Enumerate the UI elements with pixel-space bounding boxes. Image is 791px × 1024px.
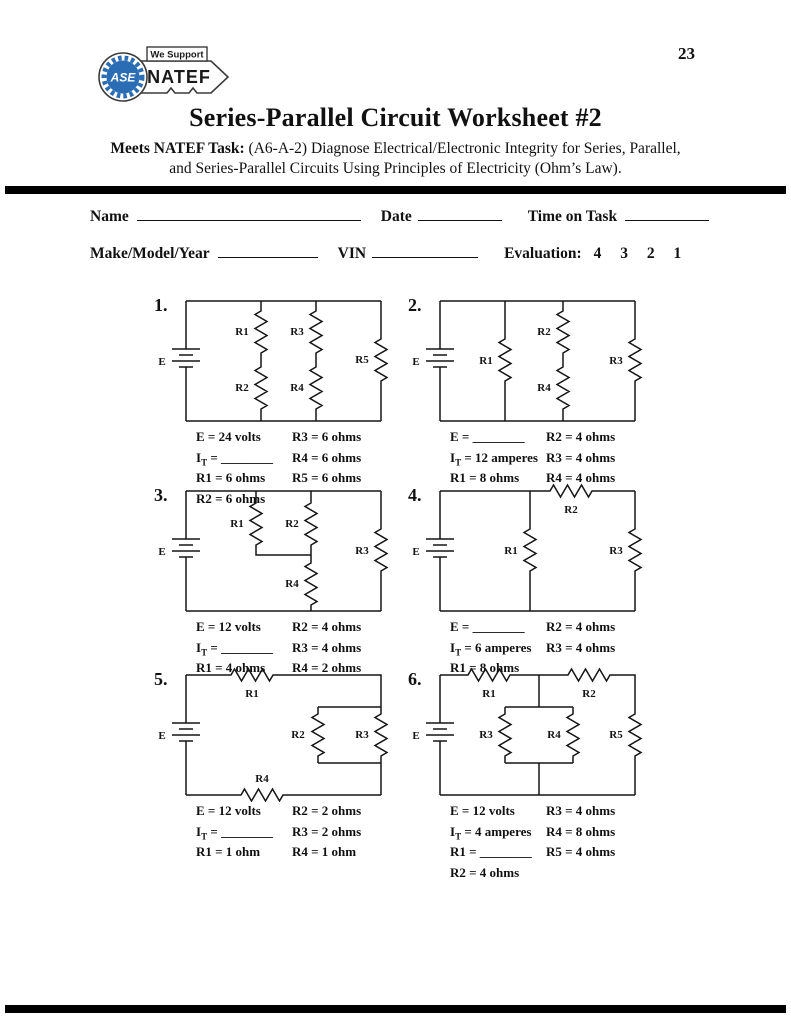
task-line-2: and Series-Parallel Circuits Using Principles of Electricity (Ohm’s Law). [169, 160, 622, 177]
given-values [196, 803, 404, 865]
resistor-label-r2: R2 [564, 504, 578, 516]
quantity-symbol: R1 [196, 844, 212, 860]
quantity-symbol: R1 [196, 470, 212, 486]
values-right-column [292, 803, 361, 865]
quantity-value: = 12 amperes [461, 449, 538, 465]
quantity-value: = 4 ohms [561, 619, 616, 634]
value-line [196, 803, 292, 824]
value-line [450, 824, 546, 845]
name-label: Name [90, 208, 129, 225]
resistor-label-r3: R3 [355, 545, 369, 557]
value-line [292, 450, 361, 471]
circuit-diagram-3 [146, 483, 396, 618]
date-label: Date [380, 208, 412, 225]
quantity-symbol: R3 [546, 803, 562, 818]
quantity-value: = 24 volts [204, 429, 261, 444]
value-line [546, 803, 615, 824]
quantity-value: = 6 ohms [307, 429, 362, 444]
quantity-value: = 6 ohms [307, 470, 362, 486]
quantity-value: = 6 ohms [307, 449, 362, 465]
evaluation-scores: 4 3 2 1 [593, 245, 682, 262]
value-line [450, 803, 546, 824]
resistor-label-r1: R1 [504, 545, 518, 557]
quantity-symbol: R3 [292, 823, 308, 839]
quantity-value: = 4 ohms [211, 660, 266, 676]
quantity-value: = 4 ohms [561, 803, 616, 818]
quantity-value: = 6 amperes [461, 639, 532, 655]
value-line [450, 640, 546, 661]
value-line [292, 619, 361, 640]
quantity-value: = 4 ohms [561, 844, 616, 860]
quantity-value: = ________ [458, 429, 525, 444]
quantity-symbol: R2 [546, 619, 562, 634]
quantity-value: = 6 ohms [211, 470, 266, 486]
quantity-value: = ________ [207, 823, 273, 839]
quantity-symbol: E [450, 429, 459, 444]
resistor-label-r2: R2 [291, 729, 305, 741]
quantity-symbol: E [450, 619, 459, 634]
quantity-symbol: R1 [450, 844, 466, 860]
quantity-value: = 12 volts [204, 803, 261, 818]
battery-label: E [412, 730, 420, 742]
problem-number: 2. [408, 295, 422, 315]
quantity-symbol: R2 [292, 803, 308, 818]
form-row-2 [90, 243, 681, 263]
values-left-column [196, 803, 292, 865]
resistor-label-r3: R3 [290, 326, 304, 338]
task-line-1 [0, 139, 791, 159]
problem-3 [146, 483, 404, 681]
quantity-value: = 12 volts [458, 803, 515, 818]
quantity-subscript: T [455, 831, 462, 842]
value-line [292, 803, 361, 824]
make-model-year-field [218, 243, 318, 258]
problem-number: 1. [154, 295, 168, 315]
battery-label: E [412, 356, 420, 368]
quantity-subscript: T [455, 457, 462, 468]
battery-label: E [158, 730, 166, 742]
quantity-value: = 6 ohms [211, 490, 266, 506]
problem-number: 4. [408, 485, 422, 505]
quantity-symbol: R4 [292, 449, 308, 465]
circuit-diagram-1 [146, 293, 396, 428]
quantity-subscript: T [201, 831, 208, 842]
value-line [450, 450, 546, 471]
quantity-symbol: R2 [450, 864, 466, 880]
resistor-label-r2: R2 [235, 382, 249, 394]
value-line [292, 824, 361, 845]
quantity-value: = 4 ohms [465, 864, 520, 880]
make-model-year-label: Make/Model/Year [90, 245, 210, 262]
problem-number: 6. [408, 669, 422, 689]
battery-label: E [158, 546, 166, 558]
problem-5 [146, 667, 404, 865]
quantity-value: = 2 ohms [307, 823, 362, 839]
form-row-1 [90, 206, 709, 226]
problem-2 [400, 293, 658, 491]
value-line [450, 865, 546, 886]
resistor-label-r4: R4 [285, 578, 299, 590]
quantity-symbol: R2 [196, 490, 212, 506]
value-line [546, 429, 615, 450]
vin-label: VIN [337, 245, 367, 262]
quantity-value: = ________ [207, 449, 273, 465]
quantity-symbol: R1 [450, 660, 466, 676]
quantity-value: = 8 ohms [465, 660, 520, 676]
quantity-value: = 2 ohms [307, 660, 362, 676]
value-line [196, 824, 292, 845]
value-line [546, 450, 615, 471]
resistor-label-r2: R2 [537, 326, 551, 338]
quantity-symbol: I [196, 449, 202, 465]
circuit-diagram-5 [146, 667, 396, 802]
quantity-value: = 8 ohms [465, 470, 520, 486]
quantity-subscript: T [455, 647, 462, 658]
value-line [450, 619, 546, 640]
resistor-label-r4: R4 [290, 382, 304, 394]
quantity-subscript: T [201, 457, 208, 468]
quantity-symbol: E [196, 429, 205, 444]
quantity-symbol: R1 [196, 660, 212, 676]
value-line [450, 844, 546, 865]
quantity-value: = ________ [458, 619, 525, 634]
resistor-label-r4: R4 [255, 773, 269, 785]
resistor-label-r3: R3 [479, 729, 493, 741]
quantity-symbol: R4 [292, 844, 308, 860]
problem-4 [400, 483, 658, 681]
header-divider [5, 186, 786, 194]
battery-label: E [158, 356, 166, 368]
value-line [546, 824, 615, 845]
value-line [546, 640, 615, 661]
time-on-task-field [625, 206, 709, 221]
quantity-symbol: E [196, 803, 205, 818]
quantity-value: = 4 ohms [307, 639, 362, 655]
evaluation-label: Evaluation: [504, 245, 582, 262]
value-line [196, 619, 292, 640]
task-label: Meets NATEF Task: [110, 140, 245, 157]
resistor-label-r4: R4 [547, 729, 561, 741]
value-line [196, 640, 292, 661]
quantity-symbol: I [450, 449, 456, 465]
quantity-symbol: I [196, 639, 202, 655]
quantity-value: = 4 ohms [561, 429, 616, 444]
problem-1 [146, 293, 404, 511]
quantity-symbol: R1 [450, 470, 466, 486]
time-on-task-label: Time on Task [527, 208, 618, 225]
quantity-value: = 1 ohm [307, 844, 357, 860]
circuit-diagram-2 [400, 293, 650, 428]
quantity-symbol: I [196, 823, 202, 839]
quantity-value: = ________ [207, 639, 273, 655]
quantity-value: = 4 ohms [561, 639, 616, 655]
quantity-symbol: E [450, 803, 459, 818]
resistor-label-r5: R5 [355, 354, 369, 366]
value-line [292, 640, 361, 661]
quantity-symbol: R3 [546, 639, 562, 655]
quantity-symbol: R3 [292, 639, 308, 655]
quantity-symbol: I [450, 639, 456, 655]
quantity-symbol: I [450, 823, 456, 839]
value-line [196, 844, 292, 865]
problem-6 [400, 667, 658, 885]
value-line [196, 450, 292, 471]
values-right-column [546, 803, 615, 885]
we-support-text: We Support [150, 49, 204, 61]
circuit-diagram-4 [400, 483, 650, 618]
task-description [0, 139, 791, 179]
value-line [292, 844, 361, 865]
value-line [450, 429, 546, 450]
natef-text: NATEF [147, 67, 211, 87]
resistor-label-r3: R3 [355, 729, 369, 741]
quantity-value: = 4 ohms [561, 470, 616, 486]
problem-number: 3. [154, 485, 168, 505]
quantity-value: = 12 volts [204, 619, 261, 634]
quantity-value: = 1 ohm [211, 844, 261, 860]
resistor-label-r2: R2 [285, 518, 299, 530]
values-left-column [450, 429, 546, 491]
circuit-diagram-6 [400, 667, 650, 802]
resistor-label-r1: R1 [245, 688, 259, 700]
quantity-subscript: T [201, 647, 208, 658]
resistor-label-r5: R5 [609, 729, 623, 741]
natef-key-logo [93, 40, 233, 108]
battery-label: E [412, 546, 420, 558]
page-title: Series-Parallel Circuit Worksheet #2 [189, 103, 602, 132]
footer-divider [5, 1005, 786, 1013]
resistor-label-r1: R1 [230, 518, 244, 530]
quantity-value: = ________ [465, 844, 532, 860]
quantity-symbol: R3 [292, 429, 308, 444]
resistor-label-r1: R1 [479, 355, 493, 367]
page-number: 23 [678, 44, 695, 63]
values-right-column [546, 429, 615, 491]
quantity-symbol: R2 [546, 429, 562, 444]
quantity-value: = 4 ohms [307, 619, 362, 634]
value-line [546, 619, 615, 640]
quantity-symbol: R4 [292, 660, 308, 676]
resistor-label-r4: R4 [537, 382, 551, 394]
quantity-value: = 8 ohms [561, 823, 616, 839]
problem-number: 5. [154, 669, 168, 689]
value-line [546, 844, 615, 865]
name-field [137, 206, 361, 221]
values-left-column [450, 803, 546, 885]
resistor-label-r2: R2 [582, 688, 596, 700]
quantity-value: = 4 ohms [561, 449, 616, 465]
resistor-label-r3: R3 [609, 545, 623, 557]
value-line [196, 429, 292, 450]
quantity-value: = 2 ohms [307, 803, 362, 818]
given-values [450, 803, 658, 885]
vin-field [372, 243, 478, 258]
quantity-value: = 4 amperes [461, 823, 532, 839]
task-rest: (A6-A-2) Diagnose Electrical/Electronic Integrity for Series, Parallel, [244, 140, 681, 157]
value-line [292, 429, 361, 450]
quantity-symbol: E [196, 619, 205, 634]
quantity-symbol: R4 [546, 823, 562, 839]
quantity-symbol: R5 [546, 844, 562, 860]
ase-text: ASE [110, 70, 136, 85]
quantity-symbol: R4 [546, 470, 562, 486]
quantity-symbol: R5 [292, 470, 308, 486]
quantity-symbol: R2 [292, 619, 308, 634]
given-values [450, 429, 658, 491]
resistor-label-r1: R1 [235, 326, 249, 338]
quantity-symbol: R3 [546, 449, 562, 465]
resistor-label-r3: R3 [609, 355, 623, 367]
resistor-label-r1: R1 [482, 688, 496, 700]
date-field [418, 206, 502, 221]
